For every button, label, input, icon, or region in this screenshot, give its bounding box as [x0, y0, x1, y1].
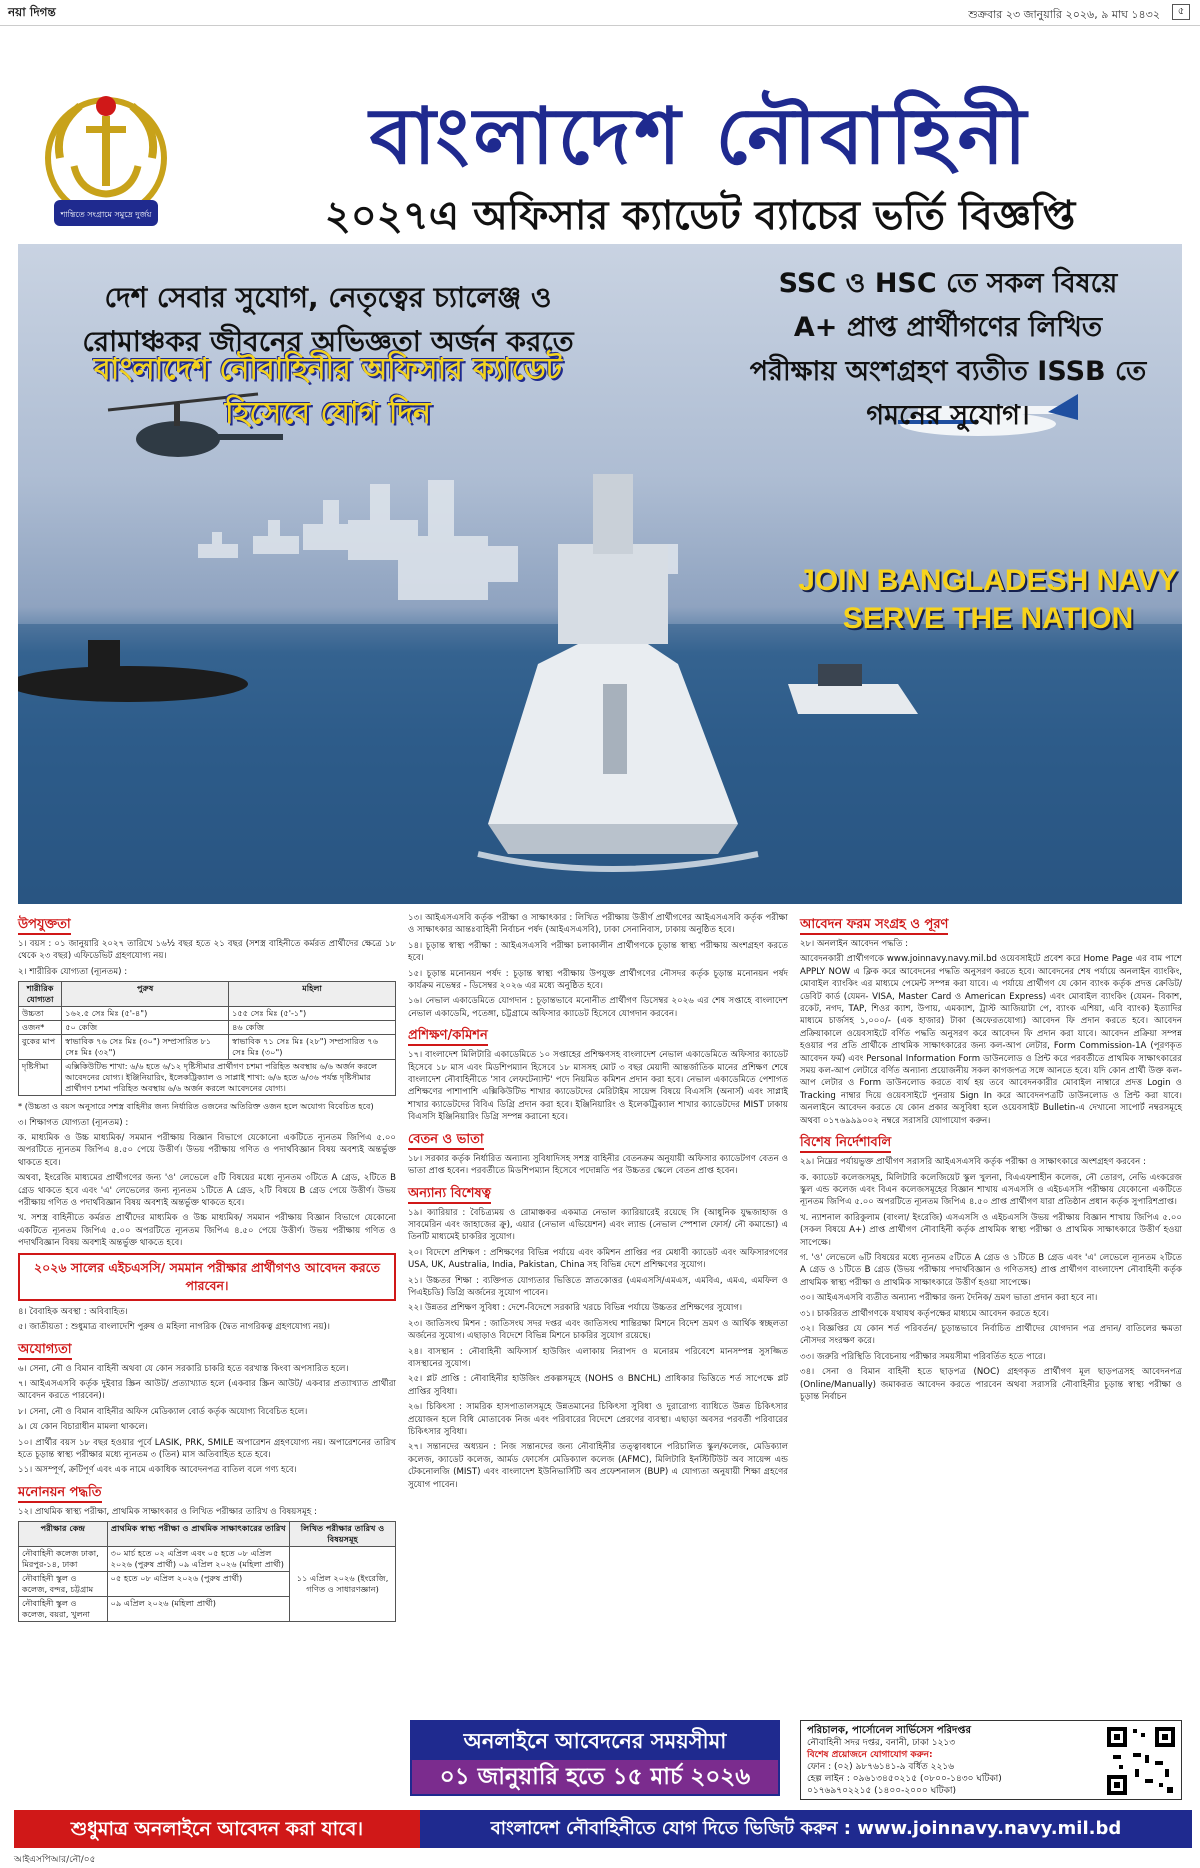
- newspaper-top-strip: [0, 0, 1200, 26]
- clause-22: ২২। উন্নতর প্রশিক্ষণ সুবিধা : দেশে-বিদেশে সরকারি খরচে বিভিন্ন পর্যায়ে উচ্চতর প্রশিক্ষণের সুযোগ।: [408, 1303, 743, 1314]
- table-header: শারীরিক যোগ্যতা: [19, 982, 62, 1007]
- hero-right-text: SSC ও HSC তে সকল বিষয়ে A+ প্রাপ্ত প্রার্থীগণের লিখিত পরীক্ষায় অংশগ্রহণ ব্যতীত ISSB তে গমনের সুযোগ।: [749, 268, 1147, 431]
- hero-left-text: দেশ সেবার সুযোগ, নেতৃত্বের চ্যালেঞ্জ ও রোমাঞ্চকর জীবনের অভিজ্ঞতা অর্জন করতে: [82, 281, 574, 358]
- clause-15: ১৫। চূড়ান্ত মনোনয়ন পর্ষদ : চূড়ান্ত স্বাস্থ্য পরীক্ষায় উপযুক্ত প্রার্থীগণের নৌসদর কর্তৃক চূড়ান্ত মনোনয়ন পর্ষদ কার্যক্রম নভেম্বর - ডিসেম্বর ২০২৬ এর মধ্যে অনুষ্ঠিত হবে।: [408, 968, 788, 992]
- hsc-candidates-notice: ২০২৬ সালের এইচএসসি/ সমমান পরীক্ষার প্রার্থীগণও আবেদন করতে পারবেন।: [18, 1253, 396, 1301]
- heading-features: অন্যান্য বিশেষত্ব: [408, 1185, 491, 1204]
- clause-21: ২১। উচ্চতর শিক্ষা : ব্যক্তিগত যোগ্যতার ভিত্তিতে স্নাতকোত্তর (এমএসসি/এমএস, এমবিএ, এমএ, এমফিল ও পিএইচডি) ডিগ্রি অর্জনের সুযোগ পাবেন।: [408, 1275, 788, 1298]
- table-row: ওজন* ৫০ কেজি ৪৬ কেজি: [19, 1021, 396, 1035]
- heading-special-instructions: বিশেষ নির্দেশাবলি: [800, 1134, 891, 1153]
- table-header: পুরুষ: [62, 982, 229, 1007]
- clause-nationality: ৫। জাতীয়তা : শুধুমাত্র বাংলাদেশি পুরুষ ও মহিলা নাগরিক (দ্বৈত নাগরিকত্ব গ্রহণযোগ্য নয়)।: [18, 1322, 330, 1333]
- clause-29: ২৯। নিম্নের পর্যায়ভুক্ত প্রার্থীগণ সরাসরি আইএসএসবি কর্তৃক পরীক্ষা ও সাক্ষাৎকারে অংশগ্রহণ করবেন :: [800, 1157, 1146, 1168]
- clause-25: ২৫। প্লট প্রাপ্তি : নৌবাহিনীর হাউজিং প্রকল্পসমূহে (NOHS ও BNCHL) প্রাধিকার ভিত্তিতে শর্ত সাপেক্ষে প্লট প্রাপ্তির সুবিধা।: [408, 1374, 788, 1397]
- clause-physical: ২। শারীরিক যোগ্যতা (ন্যূনতম) :: [18, 966, 128, 977]
- selection-schedule-table: [18, 1521, 396, 1622]
- table-header: লিখিত পরীক্ষার তারিখ ও বিষয়সমূহ: [290, 1522, 396, 1547]
- heading-training: প্রশিক্ষণ/কমিশন: [408, 1027, 488, 1046]
- clause-6: ৬। সেনা, নৌ ও বিমান বাহিনী অথবা যে কোন সরকারি চাকরি হতে বরখাস্ত কিংবা অপসারিত হলে।: [18, 1363, 349, 1374]
- table-row: নৌবাহিনী কলেজ ঢাকা, মিরপুর-১৪, ঢাকা ৩০ মার্চ হতে ০২ এপ্রিল এবং ০৫ হতে ০৮ এপ্রিল ২০২৬ (পুরুষ প্রার্থী) ০৯ এপ্রিল ২০২৬ (মহিলা প্রার্থী) ১১ এপ্রিল ২০২৬ (ইংরেজি, গণিত ও সাধারণজ্ঞান): [19, 1547, 396, 1572]
- clause-9: ৯। যে কোন বিচারাধীন মামলা থাকলে।: [18, 1422, 148, 1433]
- contact-address: নৌবাহিনী সদর দপ্তর, বনানী, ঢাকা ১২১৩: [807, 1738, 956, 1748]
- clause-marital: ৪। বৈবাহিক অবস্থা : অবিবাহিত।: [18, 1306, 128, 1317]
- table-row: দৃষ্টিসীমা এক্সিকিউটিভ শাখা: ৬/৬ হতে ৬/১২ দৃষ্টিসীমার প্রার্থীগণ চশমা পরিহিত অবস্থায় ৬/৬ অর্জন করলে আবেদনের যোগ্য। ইঞ্জিনিয়ারিং, ইলেকট্রিক্যাল ও সাপ্লাই শাখা: ৬/৬ হতে ৬/৩৬ পর্যন্ত দৃষ্টিসীমার প্রার্থীগণ চশমা পরিহিত অবস্থায় ৬/৬ অর্জন করলে আবেদনের যোগ্য।: [19, 1060, 396, 1096]
- deadline-dates: ০১ জানুয়ারি হতে ১৫ মার্চ ২০২৬: [412, 1760, 778, 1794]
- weight-note: * (উচ্চতা ও বয়স অনুসারে সশস্ত্র বাহিনীর জন্য নির্ধারিত ওজনের অতিরিক্ত ওজন হলে অযোগ্য বিবেচিত হবে): [18, 1101, 374, 1112]
- clause-28: ২৮। অনলাইন আবেদন পদ্ধতি :: [800, 939, 909, 949]
- clause-34: ৩৪। সেনা ও বিমান বাহিনী হতে ছাড়পত্র (NOC) গ্রহণকৃত প্রার্থীগণ মূল ছাড়পত্রসহ আবেদনপত্র (Online/Manually) জমাকরত আবেদন করতে পারবেন অথবা সরাসরি নৌবাহিনীর চূড়ান্ত স্বাস্থ্য পরীক্ষা ও চূড়ান্ত নির্বাচন: [800, 1367, 1182, 1402]
- clause-27: ২৭। সন্তানদের অধ্যয়ন : নিজ সন্তানদের জন্য নৌবাহিনীর তত্ত্বাবধানে পরিচালিত স্কুল/কলেজ, মেডিক্যাল কলেজ, ক্যাডেট কলেজ, আর্মড ফোর্সেস মেডিক্যাল কলেজ (AFMC), মিলিটারি ইনস্টিটিউট অব সায়েন্স এন্ড টেকনোলজি (MIST) এবং বাংলাদেশ ইউনিভার্সিটি অব প্রফেশনালস (BUP) এ যোগ্যতা অনুযায়ী শিক্ষা গ্রহণের সুযোগ পাবেন।: [408, 1442, 788, 1490]
- table-row: নৌবাহিনী স্কুল ও কলেজ, বয়রা, খুলনা ০৯ এপ্রিল ২০২৬ (মহিলা প্রার্থী): [19, 1597, 396, 1622]
- ispr-code: আইএসপিআর/নৌ/০৫: [14, 1855, 96, 1865]
- clause-26: ২৬। চিকিৎসা : সামরিক হাসপাতালসমূহে উন্নতমানের চিকিৎসা সুবিধা ও দুরারোগ্য ব্যাধিতে উন্নত চিকিৎসার প্রয়োজন হলে বিধি মোতাবেক নিজ এবং পরিবারের বিদেশে প্রেরণের ব্যবস্থা। এছাড়া অবসর পরবর্তী পরিবারের চিকিৎসার সুবিধা।: [408, 1402, 788, 1437]
- join-slogan: JOIN BANGLADESH NAVY SERVE THE NATION: [798, 564, 1178, 635]
- contact-helpline: হেল্প লাইন : ০৯৬১৩৪৫০২১৫ (০৮০০-১৪৩০ ঘটিকা): [807, 1774, 1002, 1784]
- table-row: উচ্চতা ১৬২.৫ সেঃ মিঃ (৫'-৪") ১৫৫ সেঃ মিঃ (৫'-১"): [19, 1007, 396, 1021]
- deadline-label: অনলাইনে আবেদনের সময়সীমা: [412, 1722, 778, 1760]
- column-application: [800, 912, 1182, 1406]
- hero-banner: [18, 244, 1182, 904]
- heading-application: আবেদন ফরম সংগ্রহ ও পূরণ: [800, 916, 948, 935]
- clause-29-a: ক. ক্যাডেট কলেজসমূহ, মিলিটারি কলেজিয়েট স্কুল খুলনা, বিএএফশাহীন কলেজ, নৌ তোরণ, নেভি এংকরেজ স্কুল এন্ড কলেজ এবং বিএন কলেজসমূহের বিজ্ঞান শাখায় এসএসসি ও এইচএসসি পরীক্ষায় যেকোনো একটিতে ন্যূনতম জিপিএ ৫.০০ অপরটিতে ন্যূনতম জিপিএ ৪.৫০ প্রাপ্ত প্রার্থীগণ যারা প্রতিষ্ঠান প্রধান কর্তৃক সুপারিশপ্রাপ্ত।: [800, 1172, 1182, 1208]
- contact-prompt: বিশেষ প্রয়োজনে যোগাযোগ করুন:: [807, 1750, 933, 1760]
- heading-ineligibility: অযোগ্যতা: [18, 1341, 72, 1360]
- clause-20: ২০। বিদেশে প্রশিক্ষণ : প্রশিক্ষণের বিভিন্ন পর্যায়ে এবং কমিশন প্রাপ্তির পর মেধাবী ক্যাডেট এবং অফিসারগণের USA, UK, Australia, India, Pakistan, China সহ বিভিন্ন দেশে প্রশিক্ষণের সুযোগ।: [408, 1247, 788, 1271]
- website-link[interactable]: বাংলাদেশ নৌবাহিনীতে যোগ দিতে ভিজিট করুন : www.joinnavy.navy.mil.bd: [420, 1810, 1192, 1848]
- clause-7: ৭। আইএসএসবি কর্তৃক দুইবার স্ক্রিন আউট/ প্রত্যাখ্যাত হলে (একবার স্ক্রিন আউট/ একবার প্রত্যাখ্যাত প্রার্থীরা আবেদন করতে পারবেন)।: [18, 1378, 396, 1402]
- clause-31: ৩১। চাকরিরত প্রার্থীগণকে যথাযথ কর্তৃপক্ষের মাধ্যমে আবেদন করতে হবে।: [800, 1308, 1049, 1319]
- heading-salary: বেতন ও ভাতা: [408, 1131, 484, 1150]
- logo-motto: শান্তিতে সংগ্রামে সমুদ্রে দুর্জয়: [60, 210, 152, 219]
- clause-13: ১৩। আইএসএসবি কর্তৃক পরীক্ষা ও সাক্ষাৎকার : লিখিত পরীক্ষায় উত্তীর্ণ প্রার্থীগণের আইএসএসবি কর্তৃক পরীক্ষা ও সাক্ষাৎকার আন্তঃবাহিনী নির্বাচন পর্ষদ (আইএসএসবি), ঢাকা সেনানিবাস, ঢাকায় অনুষ্ঠিত হবে।: [408, 913, 788, 936]
- clause-30: ৩০। আইএসএসবি ব্যতীত অন্যান্য পরীক্ষার জন্য দৈনিক/ ভ্রমণ ভাতা প্রদান করা হবে না।: [800, 1293, 1098, 1304]
- contact-box: [800, 1720, 1182, 1800]
- clause-24: ২৪। বাসস্থান : নৌবাহিনী অফিসার্স হাউজিং এলাকায় নিরাপদ ও মনোরম পরিবেশে মানসম্পন্ন সুসজ্জিত বাসস্থানের সুযোগ।: [408, 1346, 788, 1369]
- navy-anchor-logo: [40, 88, 172, 238]
- table-row: নৌবাহিনী স্কুল ও কলেজ, বন্দর, চট্টগ্রাম ০৫ হতে ০৮ এপ্রিল ২০২৬ (পুরুষ প্রার্থী): [19, 1572, 396, 1597]
- online-only-notice: শুধুমাত্র অনলাইনে আবেদন করা যাবে।: [14, 1810, 420, 1848]
- contact-office: পরিচালক, পার্সোনেল সার্ভিসেস পরিদপ্তর: [807, 1725, 971, 1736]
- clause-11: ১১। অসম্পূর্ণ, ক্রটিপূর্ণ এবং এক নামে একাধিক আবেদনপত্র বাতিল বলে গণ্য হবে।: [18, 1465, 297, 1476]
- contact-phone: ফোন : (০২) ৯৮৭৬১৪১-৯ বর্ধিত ২২১৬: [807, 1762, 955, 1772]
- ad-header: [0, 26, 1200, 244]
- newspaper-name: নয়া দিগন্ত: [8, 5, 56, 19]
- clause-12: ১২। প্রাথমিক স্বাস্থ্য পরীক্ষা, প্রাথমিক সাক্ষাৎকার ও লিখিত পরীক্ষার তারিখ ও বিষয়সমূহ :: [18, 1506, 317, 1517]
- clause-28-body: আবেদনকারী প্রার্থীগণকে www.joinnavy.navy.mil.bd ওয়েবসাইটে প্রবেশ করে Home Page এর বাম পাশে APPLY NOW এ ক্লিক করে আবেদনের পদ্ধতি অনুসরণ করতে হবে। আবেদনের শেষ পর্যায়ে অনলাইন ব্যাংকিং, মোবাইল ব্যাংকিং এর মাধ্যমে পেমেন্ট সম্পন্ন করা যাবে। এ পর্যায়ে প্রার্থীগণ যে কোন ব্যাংক কর্তৃক প্রদত্ত ক্রেডিট/ডেবিট কার্ড (যেমন- VISA, Master Card ও American Express) এবং মোবাইল ব্যাংকিং (যেমন- বিকাশ, রকেট, নগদ, TAP, শিওর ক্যাশ, উপায়, এমক্যাশ, ট্রাস্ট আজিয়াটা পে, ব্যাংক এশিয়া, এবি ব্যাংক) ইত্যাদির মাধ্যমে চার্জসহ ১,০০০/- (এক হাজার) টাকা (অফেরতযোগ্য) আবেদন ফি প্রদান করতে হবে। আবেদন প্রক্রিয়াকালে ওয়েবসাইটে বর্ণিত পদ্ধতি অনুসরণ করে আবেদন ফি প্রদান করা যাবে। আবেদন প্রক্রিয়া সম্পন্ন হওয়ার পর প্রতি প্রার্থীকে প্রাথমিক সাক্ষাৎকারের জন্য কল-আপ লেটার, Form Commission-1A (পূরণকৃত আবেদন ফর্ম) এবং Personal Information Form ডাউনলোড ও প্রিন্ট করে পরবর্তীতে প্রাথমিক সাক্ষাৎকারের সময় কল-আপ লেটারে বর্ণিত অন্যান্য প্রয়োজনীয় সকল কাগজপত্র সঙ্গে আনতে হবে। যদি কোন প্রার্থী উক্ত কল-আপ লেটার ও Form ডাউনলোড করতে ব্যর্থ হয় তবে আবেদনকারীর মোবাইল নাম্বারে প্রদত্ত Login ও Tracking নাম্বার দিয়ে ওয়েবসাইটে পুনরায় Sign In করে আবেদনপত্রটি ডাউনলোড ও প্রিন্ট করা যাবে। অনলাইনে আবেদন করতে যে কোন প্রকার অসুবিধা হলে ওয়েবসাইট Bulletin-এ দেখানো সাপোর্ট নম্বরসমূহে অথবা ০১৭৬৯৯৯০০২ নম্বরে সরাসরি যোগাযোগ করুন।: [800, 954, 1182, 1126]
- clause-33: ৩৩। জরুরি পরিস্থিতি বিবেচনায় পরীক্ষার সময়সীমা পরিবর্তিত হতে পারে।: [800, 1351, 1046, 1362]
- publication-date: শুক্রবার ২৩ জানুয়ারি ২০২৬, ৯ মাঘ ১৪৩২: [968, 8, 1160, 21]
- contact-helpline-2: ০১৭৬৯৭০২২১৫ (১৪০০-২০০০ ঘটিকা): [807, 1786, 957, 1796]
- clause-29-b: খ. ন্যাশনাল কারিকুলাম (বাংলা/ ইংরেজি) এসএসসি ও এইচএসসি উভয় পরীক্ষায় বিজ্ঞান শাখায় জিপিএ ৫.০০ (সকল বিষয়ে A+) প্রাপ্ত প্রার্থীগণ নৌবাহিনী কর্তৃক প্রাথমিক স্বাস্থ্য পরীক্ষা ও প্রাথমিক সাক্ষাৎকারে উত্তীর্ণ হওয়া সাপেক্ষে।: [800, 1212, 1182, 1248]
- clause-23: ২৩। জাতিসংঘ মিশন : জাতিসংঘ সদর দপ্তর এবং জাতিসংঘ শান্তিরক্ষা মিশনে বিদেশ ভ্রমণ ও আর্থিক স্বচ্ছলতা অর্জনের সুযোগ। এছাড়াও বিদেশে বিভিন্ন মিশনে চাকরির সুযোগ রয়েছে।: [408, 1318, 788, 1342]
- clause-14: ১৪। চূড়ান্ত স্বাস্থ্য পরীক্ষা : আইএসএসবি পরীক্ষা চলাকালীন প্রার্থীগণকে চূড়ান্ত স্বাস্থ্য পরীক্ষায় অংশগ্রহণ করতে হবে।: [408, 940, 788, 964]
- clause-32: ৩২। বিজ্ঞপ্তির যে কোন শর্ত পরিবর্তন/ চূড়ান্তভাবে নির্বাচিত প্রার্থীদের যোগদান পত্র প্রদান/ বাতিলের ক্ষমতা নৌসদর সংরক্ষণ করে।: [800, 1323, 1182, 1347]
- clause-17: ১৭। বাংলাদেশ মিলিটারি একাডেমিতে ১০ সপ্তাহের প্রশিক্ষণসহ বাংলাদেশ নেভাল একাডেমিতে অফিসার ক্যাডেট হিসেবে ১৮ মাস এবং মিডশিপম্যান হিসেবে ১৮ মাসসহ মোট ৩ বছর মেয়াদী আন্তর্জাতিক মানের প্রশিক্ষণ শেষে বাংলাদেশ নৌবাহিনীতে 'সাব লেফটেন্যান্ট' পদে নিয়মিত কমিশন প্রদান করা হবে। নেভাল একাডেমিতে পেশাগত প্রশিক্ষণের পাশাপাশি এক্সিকিউটিভ শাখার ক্যাডেটদের মেরিটাইম সায়েন্স বিষয়ে বিএসসি (অনার্স) এবং সাপ্লাই শাখার ক্যাডেটদের বিবিএ ডিগ্রি প্রদান করা হবে। ইঞ্জিনিয়ারিং ও ইলেকট্রিক্যাল শাখার ক্যাডেটদের MIST ঢাকায় বিএসসি ইঞ্জিনিয়ারিং ডিগ্রি সম্পন্ন করানো হবে।: [408, 1050, 788, 1123]
- clause-education: ৩। শিক্ষাগত যোগ্যতা (ন্যূনতম) :: [18, 1117, 129, 1128]
- page-number: ৫: [1172, 4, 1190, 20]
- hero-left-highlight: বাংলাদেশ নৌবাহিনীর অফিসার ক্যাডেট হিসেবে যোগ দিন: [93, 352, 563, 431]
- clause-age: ১। বয়স : ০১ জানুয়ারি ২০২৭ তারিখে ১৬½ বছর হতে ২১ বছর (সশস্ত্র বাহিনীতে কর্মরত প্রার্থীদের ক্ষেত্রে ১৮ থেকে ২৩ বছর) এফিডেভিট গ্রহণযোগ্য নয়।: [18, 939, 396, 962]
- table-header: মহিলা: [229, 982, 396, 1007]
- table-row: বুকের মাপ স্বাভাবিক ৭৬ সেঃ মিঃ (৩০") সম্প্রসারিত ৮১ সেঃ মিঃ (৩২") স্বাভাবিক ৭১ সেঃ মিঃ (২৮") সম্প্রসারিত ৭৬ সেঃ মিঃ (৩০"): [19, 1035, 396, 1060]
- heading-selection: মনোনয়ন পদ্ধতি: [18, 1484, 102, 1503]
- clause-education-c: খ. সশস্ত্র বাহিনীতে কর্মরত প্রার্থীদের মাধ্যমিক ও উচ্চ মাধ্যমিক/ সমমান পরীক্ষায় বিজ্ঞান বিভাগে যেকোনো একটিতে ন্যূনতম জিপিএ ৫.০০ অপরটিতে ন্যূনতম জিপিএ ৪.৫০ পেয়ে উত্তীর্ণ। উভয় পরীক্ষায় গণিত ও পদার্থবিজ্ঞান বিষয় অবশ্যই অন্তর্ভুক্ত থাকতে হবে।: [18, 1213, 396, 1249]
- physical-requirements-table: [18, 981, 396, 1096]
- table-header: প্রাথমিক স্বাস্থ্য পরীক্ষা ও প্রাথমিক সাক্ষাৎকারের তারিখ: [107, 1522, 289, 1547]
- ad-footer: [0, 1806, 1200, 1850]
- clause-education-a: ক. মাধ্যমিক ও উচ্চ মাধ্যমিক/ সমমান পরীক্ষায় বিজ্ঞান বিভাগে যেকোনো একটিতে ন্যূনতম জিপিএ ৫.০০ অপরটিতে ন্যূনতম জিপিএ ৪.৫০ পেয়ে উত্তীর্ণ। উভয় পরীক্ষায় গণিত ও পদার্থবিজ্ঞান বিষয় অবশ্যই অন্তর্ভুক্ত থাকতে হবে।: [18, 1133, 396, 1168]
- column-eligibility: [18, 912, 396, 1626]
- clause-18: ১৮। সরকার কর্তৃক নির্ধারিত অন্যান্য সুবিধাদিসহ সশস্ত্র বাহিনীর বেতনক্রম অনুযায়ী অফিসার ক্যাডেটগণ বেতন ও ভাতা প্রাপ্ত হবেন। পরবর্তীতে মিডশিপম্যান হিসেবে পদোন্নতি পর উচ্চতর স্কেলে বেতন প্রাপ্ত হবেন।: [408, 1153, 788, 1177]
- ad-title: বাংলাদেশ নৌবাহিনী: [369, 91, 1031, 182]
- heading-eligibility: উপযুক্ততা: [18, 916, 71, 935]
- clause-29-c: গ. 'ও' লেভেলে ৬টি বিষয়ের মধ্যে ন্যূনতম ৫টিতে A গ্রেড ও ১টিতে B গ্রেড এবং 'এ' লেভেলে ন্যূনতম ২টিতে A গ্রেড ও ১টিতে B গ্রেড (উভয় পরীক্ষায় পদার্থবিজ্ঞান ও গণিতসহ) প্রাপ্ত প্রার্থীগণ বাংলাদেশ নৌবাহিনী কর্তৃক প্রাথমিক স্বাস্থ্য পরীক্ষা ও প্রাথমিক সাক্ষাৎকারে উত্তীর্ণ হওয়া সাপেক্ষে।: [800, 1252, 1182, 1288]
- ad-subtitle: ২০২৭এ অফিসার ক্যাডেট ব্যাচের ভর্তি বিজ্ঞপ্তি: [324, 192, 1076, 239]
- ad-body: [18, 912, 1182, 1800]
- clause-education-b: অথবা, ইংরেজি মাধ্যমের প্রার্থীগণের জন্য 'ও' লেভেলে ৫টি বিষয়ের মধ্যে ন্যূনতম ৩টিতে A গ্রেড, ২টিতে B গ্রেড থাকতে হবে এবং 'এ' লেভেলের জন্য ন্যূনতম ১টিতে A গ্রেড, ২টি বিষয়ে B গ্রেড পেয়ে উত্তীর্ণ। উভয় পরীক্ষায় গণিত ও পদার্থবিজ্ঞান বিষয় অবশ্যই অন্তর্ভুক্ত থাকতে হবে।: [18, 1173, 396, 1209]
- clause-16: ১৬। নেভাল একাডেমিতে যোগদান : চূড়ান্তভাবে মনোনীত প্রার্থীগণ ডিসেম্বর ২০২৬ এর শেষ সপ্তাহে বাংলাদেশ নেভাল একাডেমি, পতেঙ্গা, চট্টগ্রামে অফিসার ক্যাডেট হিসেবে যোগদান করবেন।: [408, 996, 788, 1019]
- column-training: [408, 912, 788, 1494]
- application-deadline-box: [410, 1720, 780, 1796]
- qr-code-icon[interactable]: [1105, 1725, 1177, 1797]
- table-header: পরীক্ষার কেন্দ্র: [19, 1522, 108, 1547]
- clause-19: ১৯। ক্যারিয়ার : বৈচিত্র্যময় ও রোমাঞ্চকর একমাত্র নেভাল ক্যারিয়ারেই রয়েছে সি (আধুনিক যুদ্ধজাহাজ ও সাবমেরিন এবং জাহাজের ক্রু), এয়ার (নেভাল এভিয়েশন) এবং ল্যান্ড (নেভাল স্পেশাল ফোর্স/ নৌ কমান্ডো) এ তিনটি মাধ্যমেই চাকরির সুযোগ।: [408, 1207, 788, 1243]
- clause-8: ৮। সেনা, নৌ ও বিমান বাহিনীর অফিস মেডিক্যাল বোর্ড কর্তৃক অযোগ্য বিবেচিত হলে।: [18, 1406, 308, 1417]
- clause-10: ১০। প্রার্থীর বয়স ১৮ বছর হওয়ার পূর্বে LASIK, PRK, SMILE অপারেশন গ্রহণযোগ্য নয়। অপারেশনের তারিখ হতে চূড়ান্ত স্বাস্থ্য পরীক্ষার মধ্যে ন্যূনতম ৩ (তিন) মাস অতিবাহিত হতে হবে।: [18, 1437, 396, 1460]
